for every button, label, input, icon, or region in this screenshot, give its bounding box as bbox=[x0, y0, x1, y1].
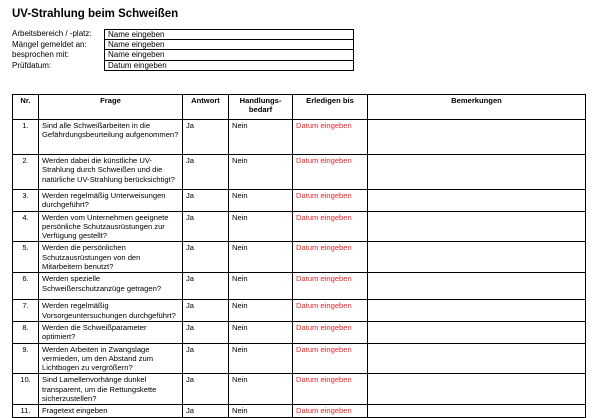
table-row bbox=[13, 190, 586, 212]
question-cell: Werden regelmäßig Vorsorgeuntersuchungen durchgeführt? bbox=[39, 300, 183, 322]
row-number: 2. bbox=[13, 155, 39, 190]
meta-row-maengel bbox=[12, 40, 354, 51]
action-needed-cell[interactable]: Nein bbox=[229, 321, 293, 343]
header-handlungsbedarf: Handlungs- bedarf bbox=[229, 95, 293, 120]
besprochen-mit-field[interactable]: Name eingeben bbox=[104, 50, 354, 61]
row-number: 5. bbox=[13, 242, 39, 273]
header-frage: Frage bbox=[39, 95, 183, 120]
question-cell: Werden vom Unternehmen geeignete persönliche Schutzausrüstungen zur Verfügung gestellt? bbox=[39, 211, 183, 242]
question-cell: Sind Lamellenvorhänge dunkel transparent, um die Rettungskette sicherzustellen? bbox=[39, 374, 183, 405]
question-cell: Werden regelmäßig Unterweisungen durchgeführt? bbox=[39, 190, 183, 212]
answer-cell[interactable]: Ja bbox=[183, 405, 229, 418]
action-needed-cell[interactable]: Nein bbox=[229, 300, 293, 322]
due-date-cell[interactable]: Datum eingeben bbox=[293, 120, 368, 155]
answer-cell[interactable]: Ja bbox=[183, 155, 229, 190]
due-date-cell[interactable]: Datum eingeben bbox=[293, 300, 368, 322]
row-number: 11. bbox=[13, 405, 39, 418]
table-row bbox=[13, 321, 586, 343]
remarks-cell[interactable] bbox=[368, 273, 586, 300]
due-date-cell[interactable]: Datum eingeben bbox=[293, 190, 368, 212]
action-needed-cell[interactable]: Nein bbox=[229, 120, 293, 155]
remarks-cell[interactable] bbox=[368, 374, 586, 405]
remarks-cell[interactable] bbox=[368, 155, 586, 190]
row-number: 8. bbox=[13, 321, 39, 343]
due-date-cell[interactable]: Datum eingeben bbox=[293, 321, 368, 343]
row-number: 7. bbox=[13, 300, 39, 322]
table-row bbox=[13, 242, 586, 273]
remarks-cell[interactable] bbox=[368, 120, 586, 155]
meta-label: Mängel gemeldet an: bbox=[12, 39, 87, 49]
question-cell: Werden die Schweißparameter optimiert? bbox=[39, 321, 183, 343]
due-date-cell[interactable]: Datum eingeben bbox=[293, 374, 368, 405]
remarks-cell[interactable] bbox=[368, 300, 586, 322]
row-number: 6. bbox=[13, 273, 39, 300]
action-needed-cell[interactable]: Nein bbox=[229, 273, 293, 300]
remarks-cell[interactable] bbox=[368, 321, 586, 343]
answer-cell[interactable]: Ja bbox=[183, 120, 229, 155]
answer-cell[interactable]: Ja bbox=[183, 242, 229, 273]
meta-label: besprochen mit: bbox=[12, 50, 69, 59]
header-erledigen-bis: Erledigen bis bbox=[293, 95, 368, 120]
table-row bbox=[13, 211, 586, 242]
remarks-cell[interactable] bbox=[368, 343, 586, 374]
row-number: 1. bbox=[13, 120, 39, 155]
question-cell: Werden spezielle Schweißerschutzanzüge getragen? bbox=[39, 273, 183, 300]
action-needed-cell[interactable]: Nein bbox=[229, 242, 293, 273]
answer-cell[interactable]: Ja bbox=[183, 273, 229, 300]
meta-row-arbeitsbereich bbox=[12, 29, 354, 40]
action-needed-cell[interactable]: Nein bbox=[229, 211, 293, 242]
action-needed-cell[interactable]: Nein bbox=[229, 190, 293, 212]
arbeitsbereich-field[interactable]: Name eingeben bbox=[104, 29, 354, 40]
question-cell: Fragetext eingeben bbox=[39, 405, 183, 418]
due-date-cell[interactable]: Datum eingeben bbox=[293, 343, 368, 374]
pruefdatum-field[interactable]: Datum eingeben bbox=[104, 61, 354, 72]
row-number: 3. bbox=[13, 190, 39, 212]
header-nr: Nr. bbox=[13, 95, 39, 120]
answer-cell[interactable]: Ja bbox=[183, 343, 229, 374]
page-title: UV-Strahlung beim Schweißen bbox=[12, 8, 179, 20]
table-row bbox=[13, 155, 586, 190]
answer-cell[interactable]: Ja bbox=[183, 190, 229, 212]
question-cell: Werden die persönlichen Schutzausrüstungen von den Mitarbeitern benutzt? bbox=[39, 242, 183, 273]
table-row bbox=[13, 374, 586, 405]
answer-cell[interactable]: Ja bbox=[183, 300, 229, 322]
meta-row-besprochen bbox=[12, 50, 354, 61]
table-row bbox=[13, 120, 586, 155]
action-needed-cell[interactable]: Nein bbox=[229, 343, 293, 374]
action-needed-cell[interactable]: Nein bbox=[229, 374, 293, 405]
meta-block bbox=[12, 29, 354, 71]
table-row bbox=[13, 343, 586, 374]
maengel-gemeldet-field[interactable]: Name eingeben bbox=[104, 40, 354, 51]
table-row bbox=[13, 300, 586, 322]
meta-label: Prüfdatum: bbox=[12, 60, 52, 70]
due-date-cell[interactable]: Datum eingeben bbox=[293, 211, 368, 242]
header-antwort: Antwort bbox=[183, 95, 229, 120]
table-header-row bbox=[13, 95, 586, 120]
due-date-cell[interactable]: Datum eingeben bbox=[293, 155, 368, 190]
remarks-cell[interactable] bbox=[368, 211, 586, 242]
question-cell: Sind alle Schweißarbeiten in die Gefährdungsbeurteilung aufgenommen? bbox=[39, 120, 183, 155]
remarks-cell[interactable] bbox=[368, 190, 586, 212]
question-cell: Werden Arbeiten in Zwangslage vermieden, um den Abstand zum Lichtbogen zu vergrößern? bbox=[39, 343, 183, 374]
answer-cell[interactable]: Ja bbox=[183, 374, 229, 405]
action-needed-cell[interactable]: Nein bbox=[229, 155, 293, 190]
answer-cell[interactable]: Ja bbox=[183, 321, 229, 343]
meta-label: Arbeitsbereich / -platz: bbox=[12, 29, 92, 38]
action-needed-cell[interactable]: Nein bbox=[229, 405, 293, 418]
due-date-cell[interactable]: Datum eingeben bbox=[293, 405, 368, 418]
due-date-cell[interactable]: Datum eingeben bbox=[293, 242, 368, 273]
checklist-table bbox=[12, 94, 586, 418]
header-bemerkungen: Bemerkungen bbox=[368, 95, 586, 120]
remarks-cell[interactable] bbox=[368, 242, 586, 273]
answer-cell[interactable]: Ja bbox=[183, 211, 229, 242]
question-cell: Werden dabei die künstliche UV-Strahlung durch Schweißen und die natürliche UV-Strahlung berücksichtigt? bbox=[39, 155, 183, 190]
due-date-cell[interactable]: Datum eingeben bbox=[293, 273, 368, 300]
row-number: 10. bbox=[13, 374, 39, 405]
table-row bbox=[13, 273, 586, 300]
meta-row-pruefdatum bbox=[12, 61, 354, 72]
row-number: 4. bbox=[13, 211, 39, 242]
row-number: 9. bbox=[13, 343, 39, 374]
